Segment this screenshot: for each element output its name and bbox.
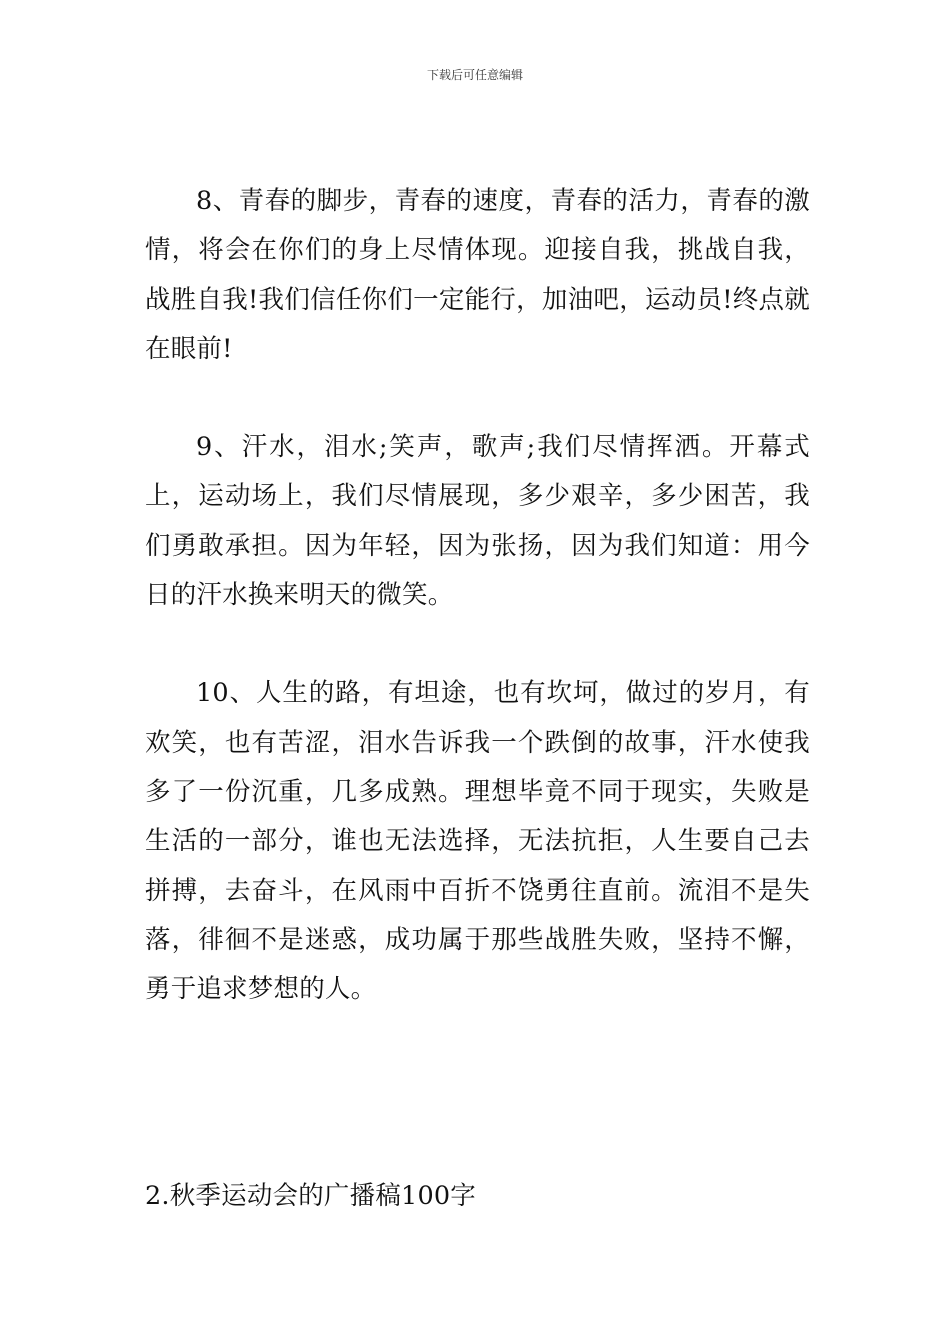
document-body	[145, 177, 810, 1014]
paragraph-10: 10、人生的路，有坦途，也有坎坷，做过的岁月，有欢笑，也有苦涩，泪水告诉我一个跌倒的故事，汗水使我多了一份沉重，几多成熟。理想毕竟不同于现实，失败是生活的一部分，谁也无法选择，无法抗拒，人生要自己去拼搏，去奋斗，在风雨中百折不饶勇往直前。流泪不是失落，徘徊不是迷惑，成功属于那些战胜失败，坚持不懈，勇于追求梦想的人。	[145, 678, 810, 1005]
page-header: 下载后可任意编辑	[426, 68, 523, 82]
paragraph-9: 9、汗水，泪水;笑声，歌声;我们尽情挥洒。开幕式上，运动场上，我们尽情展现，多少艰辛，多少困苦，我们勇敢承担。因为年轻，因为张扬，因为我们知道：用今日的汗水换来明天的微笑。	[145, 432, 810, 611]
section-heading: 2.秋季运动会的广播稿100字	[145, 1181, 477, 1211]
paragraph-8: 8、青春的脚步，青春的速度，青春的活力，青春的激情，将会在你们的身上尽情体现。迎接自我，挑战自我，战胜自我!我们信任你们一定能行，加油吧，运动员!终点就在眼前!	[145, 186, 810, 364]
